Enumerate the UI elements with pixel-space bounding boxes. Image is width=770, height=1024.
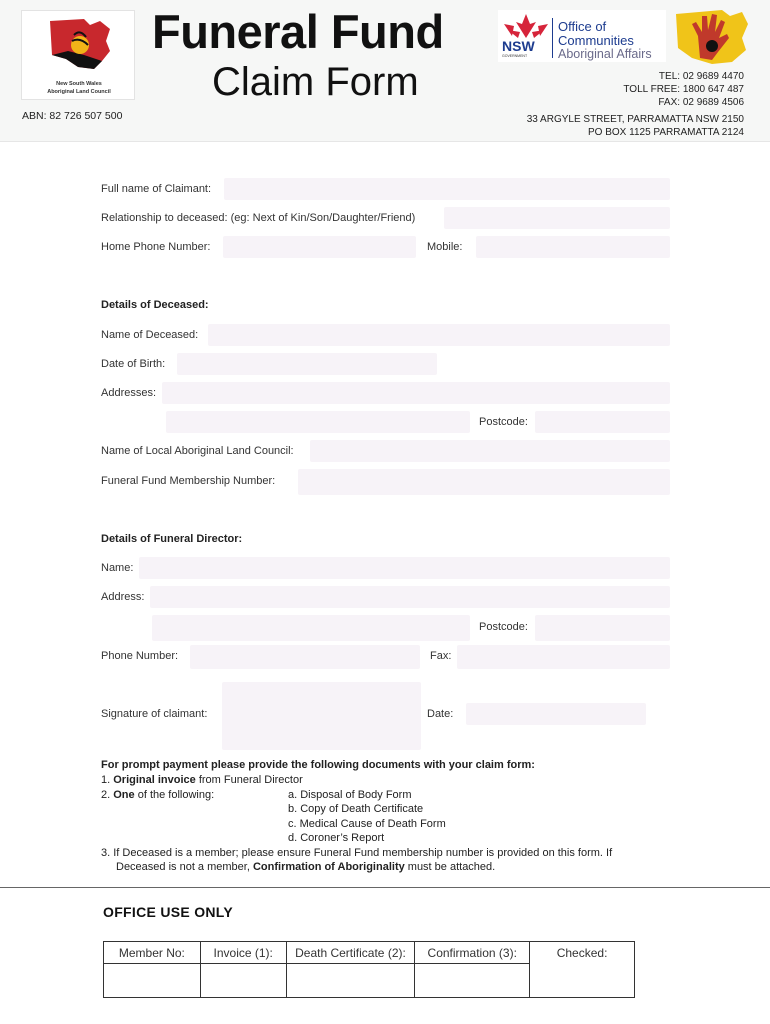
- office-line-2: Communities: [558, 33, 634, 48]
- sub-item-d: d. Coroner’s Report: [288, 832, 385, 844]
- office-line-1: Office of: [558, 19, 607, 34]
- form-subtitle: Claim Form: [212, 60, 419, 104]
- item-2-text: of the following:: [134, 789, 215, 801]
- office-cell-death-certificate[interactable]: [286, 964, 415, 998]
- director-name-field[interactable]: [139, 557, 670, 579]
- item-1-text: from Funeral Director: [195, 774, 303, 786]
- waratah-flower-icon: [502, 12, 550, 40]
- director-heading: Details of Funeral Director:: [101, 533, 243, 545]
- hand-map-logo-icon: [672, 8, 750, 66]
- requirement-item-2: [101, 790, 214, 801]
- section-divider: [0, 887, 770, 888]
- requirement-item-1: [101, 775, 303, 786]
- form-title: Funeral Fund: [152, 5, 444, 58]
- director-address-field-2[interactable]: [152, 615, 470, 641]
- home-phone-label: Home Phone Number:: [101, 241, 211, 253]
- director-fax-label: Fax:: [430, 650, 452, 662]
- item-1-number: 1.: [101, 774, 111, 786]
- deceased-name-label: Name of Deceased:: [101, 329, 199, 341]
- sub-item-c: c. Medical Cause of Death Form: [288, 818, 446, 830]
- signature-field[interactable]: [222, 682, 421, 750]
- nsw-office-logo: [498, 10, 666, 62]
- home-phone-field[interactable]: [223, 236, 416, 258]
- relationship-label: Relationship to deceased: (eg: Next of Kin/Son/Daughter/Friend): [101, 212, 416, 224]
- claimant-name-label: Full name of Claimant:: [101, 183, 212, 195]
- dob-label: Date of Birth:: [101, 358, 166, 370]
- office-use-heading: OFFICE USE ONLY: [103, 904, 234, 920]
- mobile-field[interactable]: [476, 236, 670, 258]
- contact-street: 33 ARGYLE STREET, PARRAMATTA NSW 2150: [526, 114, 744, 125]
- addresses-field-2[interactable]: [166, 411, 470, 433]
- membership-field[interactable]: [298, 469, 670, 495]
- contact-fax: FAX: 02 9689 4506: [658, 97, 744, 108]
- signature-label: Signature of claimant:: [101, 708, 208, 720]
- mobile-label: Mobile:: [427, 241, 463, 253]
- nswalc-logo: [21, 10, 135, 100]
- office-cell-member-no[interactable]: [104, 964, 201, 998]
- office-col-confirmation: Confirmation (3):: [415, 942, 530, 964]
- item-3-line-2-bold: Confirmation of Aboriginality: [252, 861, 405, 873]
- item-2-number: 2.: [101, 789, 111, 801]
- logo-caption-1: New South Wales: [56, 81, 102, 87]
- requirements-heading: For prompt payment please provide the following documents with your claim form:: [101, 759, 535, 771]
- director-postcode-label: Postcode:: [479, 621, 528, 633]
- office-col-checked[interactable]: Checked:: [530, 942, 635, 998]
- director-postcode-field[interactable]: [535, 615, 670, 641]
- office-cell-invoice[interactable]: [200, 964, 286, 998]
- claimant-name-field[interactable]: [224, 178, 670, 200]
- addresses-label: Addresses:: [101, 387, 157, 399]
- land-council-field[interactable]: [310, 440, 670, 462]
- land-council-label: Name of Local Aboriginal Land Council:: [101, 445, 294, 457]
- deceased-heading: Details of Deceased:: [101, 299, 209, 311]
- nsw-government-text: GOVERNMENT: [502, 54, 528, 58]
- director-phone-field[interactable]: [190, 645, 420, 669]
- sub-item-b: b. Copy of Death Certificate: [288, 803, 424, 815]
- dob-field[interactable]: [177, 353, 437, 375]
- director-name-label: Name:: [101, 562, 134, 574]
- logo-separator: [552, 18, 553, 58]
- item-3-line-2-post: must be attached.: [404, 861, 496, 873]
- office-col-death-certificate: Death Certificate (2):: [286, 942, 415, 964]
- header-band: [0, 0, 770, 142]
- sub-item-a: a. Disposal of Body Form: [288, 789, 412, 801]
- office-col-invoice: Invoice (1):: [200, 942, 286, 964]
- director-address-label: Address:: [101, 591, 145, 603]
- membership-label: Funeral Fund Membership Number:: [101, 475, 276, 487]
- deceased-postcode-field[interactable]: [535, 411, 670, 433]
- deceased-name-field[interactable]: [208, 324, 670, 346]
- office-col-member-no: Member No:: [104, 942, 201, 964]
- date-field[interactable]: [466, 703, 646, 725]
- director-phone-label: Phone Number:: [101, 650, 179, 662]
- logo-caption-2: Aboriginal Land Council: [47, 89, 111, 95]
- office-line-3: Aboriginal Affairs: [558, 47, 652, 61]
- item-3-line-1: If Deceased is a member; please ensure Funeral Fund membership number is provided on this form. If: [113, 847, 613, 859]
- requirement-item-3: [101, 848, 612, 859]
- deceased-postcode-label: Postcode:: [479, 416, 528, 428]
- item-2-bold: One: [113, 789, 135, 801]
- abn-number: ABN: 82 726 507 500: [22, 110, 123, 122]
- item-3-line-2-pre: Deceased is not a member,: [116, 861, 253, 873]
- director-fax-field[interactable]: [457, 645, 670, 669]
- office-use-table: [103, 941, 635, 998]
- director-address-field-1[interactable]: [150, 586, 670, 608]
- item-3-number: 3.: [101, 847, 111, 859]
- date-label: Date:: [427, 708, 454, 720]
- office-cell-confirmation[interactable]: [415, 964, 530, 998]
- nsw-wordmark: NSW: [502, 38, 535, 54]
- item-1-bold: Original invoice: [113, 774, 196, 786]
- addresses-field-1[interactable]: [162, 382, 670, 404]
- nsw-map-logo-icon: [44, 15, 114, 71]
- contact-po-box: PO BOX 1125 PARRAMATTA 2124: [588, 127, 744, 138]
- relationship-field[interactable]: [444, 207, 670, 229]
- requirement-item-3-line-2: [116, 862, 495, 873]
- contact-tel: TEL: 02 9689 4470: [658, 71, 744, 82]
- contact-toll-free: TOLL FREE: 1800 647 487: [623, 84, 744, 95]
